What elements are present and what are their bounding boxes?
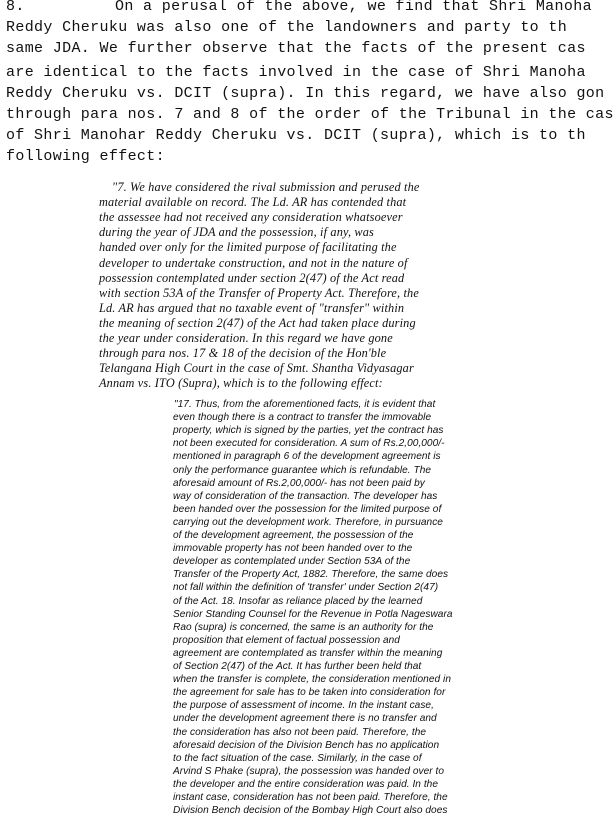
quote-line: the assessee had not received any consideration whatsoever [99, 210, 403, 225]
quote-line: way of consideration of the transaction. The developer has [173, 490, 438, 502]
quote-line: during the year of JDA and the possession, if any, was [99, 225, 374, 240]
quote-line: aforesaid decision of the Division Bench has no application [173, 739, 440, 751]
quote-line: not been executed for consideration. A sum of Rs.2,00,000/- [173, 438, 445, 450]
paragraph-line: are identical to the facts involved in the case of Shri Manoha [6, 64, 586, 81]
quote-line: "7. We have considered the rival submission and perused the [112, 180, 420, 194]
quote-line: the meaning of section 2(47) of the Act had taken place during [99, 315, 416, 330]
quote-line: mentioned in paragraph 6 of the development agreement is [173, 451, 441, 463]
paragraph-line: On a perusal of the above, we find that Shri Manoha [115, 0, 592, 15]
quote-line: Annam vs. ITO (Supra), which is to the following effect: [99, 376, 383, 391]
quote-line: developer as contemplated under Section 53A of the [173, 556, 411, 568]
quote-line: "17. Thus, from the aforementioned facts, it is evident that [174, 399, 436, 410]
quote-line: Telangana High Court in the case of Smt. Shantha Vidyasagar [99, 361, 414, 376]
quote-line: Senior Standing Counsel for the Revenue in Potla Nageswara [173, 608, 453, 620]
quote-line: with section 53A of the Transfer of Property Act. Therefore, the [99, 285, 419, 300]
quote-line: under the development agreement there is no transfer and [173, 713, 437, 725]
quote-line: of the Act. 18. Insofar as reliance placed by the learned [173, 595, 423, 607]
paragraph-line: of Shri Manohar Reddy Cheruku vs. DCIT (supra), which is to th [6, 127, 586, 144]
quote-line: to the fact situation of the case. Similarly, in the case of [173, 752, 422, 764]
quote-line: carrying out the development work. Therefore, in pursuance [173, 516, 443, 528]
quote-line: the developer and the entire consideration was paid. In the [173, 778, 439, 790]
paragraph-line: Reddy Cheruku vs. DCIT (supra). In this regard, we have also gon [6, 85, 605, 102]
quote-line: Division Bench decision of the Bombay High Court also does [173, 805, 448, 817]
paragraph-line: same JDA. We further observe that the facts of the present cas [6, 40, 586, 57]
quote-line: Transfer of the Property Act, 1882. Therefore, the same does [173, 569, 449, 581]
quote-line: proposition that element of factual possession and [173, 634, 400, 646]
quote-line: property, which is signed by the parties, yet the contract has [173, 425, 444, 437]
quote-line: aforesaid amount of Rs.2,00,000/- has not been paid by [173, 477, 425, 489]
quote-line: when the transfer is complete, the consideration mentioned in [173, 674, 451, 686]
quote-line: immovable property has not been handed over to the [173, 543, 413, 555]
paragraph-line: through para nos. 7 and 8 of the order of the Tribunal in the cas [6, 106, 614, 123]
quote-line: the consideration has also not been paid. Therefore, the [173, 726, 427, 738]
quote-line: Arvind S Phake (supra), the possession was handed over to [173, 765, 445, 777]
quote-line: handed over only for the limited purpose of facilitating the [99, 240, 397, 255]
quote-line: not fall within the definition of 'transfer' under Section 2(47) [173, 582, 439, 594]
quote-line: of the development agreement, the possession of the [173, 530, 414, 541]
quote-line: Ld. AR has argued that no taxable event of "transfer" within [99, 300, 405, 315]
quote-line: through para nos. 17 & 18 of the decision of the Hon'ble [99, 346, 387, 361]
quote-line: the year under consideration. In this regard we have gone [99, 331, 393, 345]
quote-line: developer to undertake construction, and not in the nature of [99, 255, 408, 270]
quote-line: even though there is a contract to transfer the immovable [173, 412, 432, 424]
paragraph-line: Reddy Cheruku was also one of the landowners and party to th [6, 19, 568, 36]
quote-line: agreement are contemplated as transfer within the meaning [173, 647, 443, 659]
quote-line: material available on record. The Ld. AR has contended that [99, 195, 407, 210]
paragraph-number: 8. [6, 0, 25, 15]
quote-line: been handed over the possession for the limited purpose of [173, 503, 442, 515]
quote-line: only the performance guarantee which is refundable. The [173, 464, 432, 476]
quote-line: the agreement for sale has to be taken into consideration for [173, 687, 446, 699]
quote-line: of Section 2(47) of the Act. It has further been held that [173, 661, 422, 672]
paragraph-line: following effect: [6, 148, 165, 165]
quote-line: Rao (supra) is concerned, the same is an authority for the [173, 621, 434, 633]
quote-line: possession contemplated under section 2(47) of the Act read [99, 270, 405, 285]
quote-line: the purpose of assessment of income. In the instant case, [173, 700, 434, 712]
quote-line: instant case, consideration has not been paid. Therefore, the [173, 792, 448, 803]
